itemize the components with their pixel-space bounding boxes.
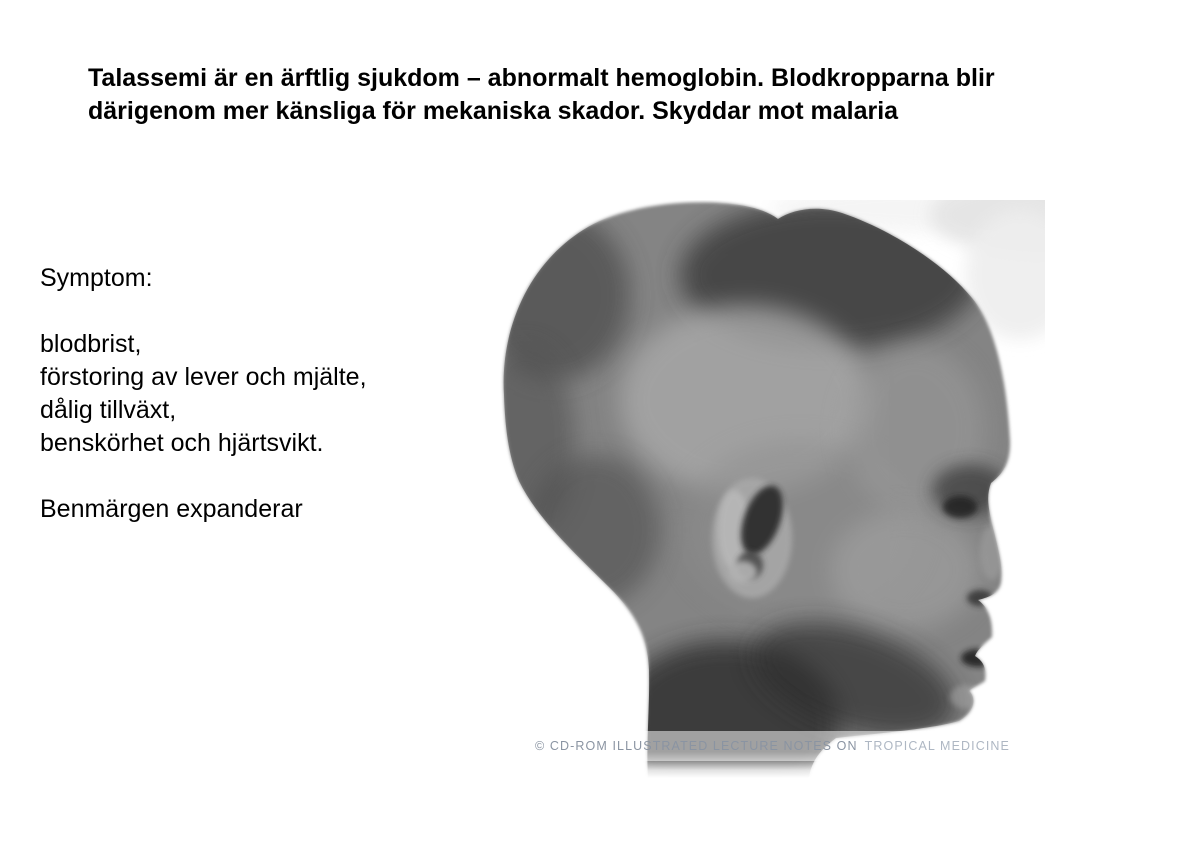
blank-line — [40, 460, 470, 493]
child-photo — [500, 200, 1045, 778]
caption-source-text: TROPICAL MEDICINE — [864, 739, 1010, 753]
symptom-item: dålig tillväxt, — [40, 396, 177, 424]
symptom-heading: Symptom: — [40, 264, 153, 292]
symptom-block — [40, 262, 470, 526]
blank-line — [40, 295, 470, 328]
symptom-item: benskörhet och hjärtsvikt. — [40, 429, 324, 457]
child-profile-illustration — [500, 200, 1045, 778]
slide-title: Talassemi är en ärftlig sjukdom – abnormalt hemoglobin. Blodkropparna blir därigenom mer känsliga för mekaniska skador. Skyddar mot malaria — [88, 64, 995, 125]
symptom-item: blodbrist, — [40, 330, 142, 358]
symptom-item: förstoring av lever och mjälte, — [40, 363, 367, 391]
caption-copyright-text: © CD-ROM ILLUSTRATED LECTURE NOTES ON — [535, 739, 858, 753]
photo-caption — [500, 731, 1045, 761]
ear — [712, 478, 792, 598]
symptom-note: Benmärgen expanderar — [40, 495, 303, 523]
